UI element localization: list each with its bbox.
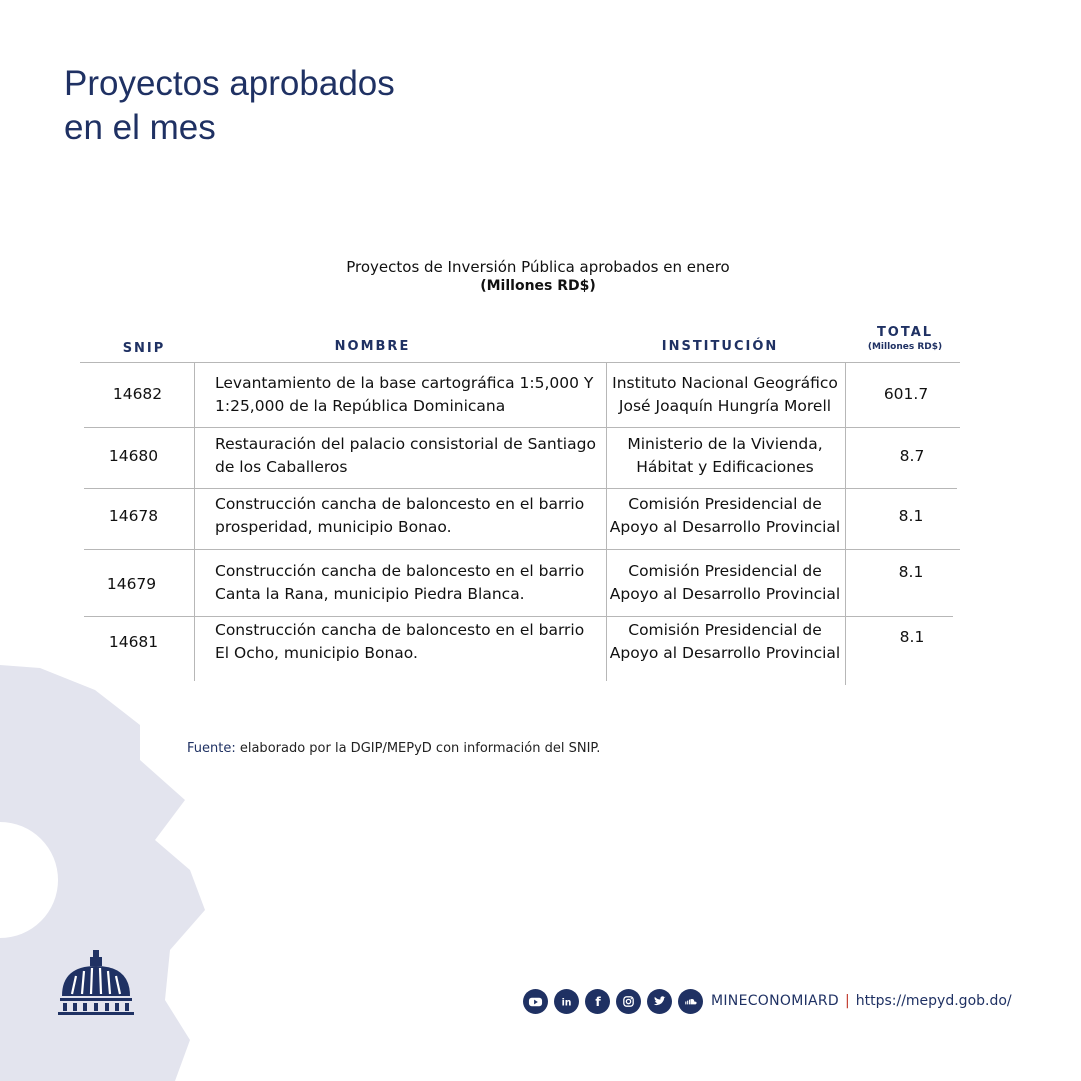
row-4-total: 8.1 [898,563,924,581]
page-title [64,62,395,150]
youtube-icon[interactable] [523,989,548,1014]
row-2-snip: 14680 [108,447,159,465]
table-rule [80,362,960,363]
row-2-institucion [607,433,843,479]
row-3-nombre-line-2: prosperidad, municipio Bonao. [215,518,452,536]
page-title-line-1: Proyectos aprobados [64,64,395,103]
svg-text:in: in [561,996,572,1008]
header-institucion: INSTITUCIÓN [661,339,779,354]
instagram-icon[interactable] [616,989,641,1014]
row-5-snip: 14681 [108,633,159,651]
row-3-total: 8.1 [898,507,924,525]
row-2-total: 8.7 [899,447,925,465]
row-3-inst-line-2: Apoyo al Desarrollo Provincial [609,518,841,536]
row-4-institucion [607,560,843,606]
row-1-total: 601.7 [883,385,929,403]
page-title-line-2: en el mes [64,108,216,147]
row-2-nombre-line-2: de los Caballeros [215,458,348,476]
table-column-divider [194,363,195,681]
row-1-inst-line-2: José Joaquín Hungría Morell [618,397,832,415]
footer-social [523,988,1012,1014]
dome-logo-icon [58,948,134,1018]
source-note [187,741,600,756]
header-total-unit: (Millones RD$) [867,342,943,352]
row-2-nombre-line-1: Restauración del palacio consistorial de Santiago [215,435,596,453]
table-caption-unit: (Millones RD$) [480,278,596,294]
table-caption-title: Proyectos de Inversión Pública aprobados en enero [346,258,730,276]
row-5-inst-line-2: Apoyo al Desarrollo Provincial [609,644,841,662]
row-4-inst-line-1: Comisión Presidencial de [628,562,822,580]
row-4-nombre-line-1: Construcción cancha de baloncesto en el barrio [215,562,585,580]
row-5-nombre-line-2: El Ocho, municipio Bonao. [215,644,418,662]
header-nombre: NOMBRE [334,339,411,354]
table-rule [84,427,960,428]
row-5-institucion [607,619,843,665]
table-rule [84,549,960,550]
row-1-nombre-line-2: 1:25,000 de la República Dominicana [215,397,506,415]
table-rule [84,488,957,489]
source-text: elaborado por la DGIP/MEPyD con información del SNIP. [239,741,601,756]
row-4-nombre-line-2: Canta la Rana, municipio Piedra Blanca. [215,585,525,603]
soundcloud-icon[interactable] [678,989,703,1014]
table-rule [84,616,953,617]
twitter-icon[interactable] [647,989,672,1014]
row-4-inst-line-2: Apoyo al Desarrollo Provincial [609,585,841,603]
row-5-nombre [215,619,600,665]
row-1-nombre [215,372,600,418]
row-1-snip: 14682 [112,385,163,403]
header-snip: SNIP [122,341,166,356]
row-5-total: 8.1 [899,628,925,646]
table-caption [300,258,776,296]
row-3-institucion [607,493,843,539]
row-2-inst-line-2: Hábitat y Edificaciones [636,458,814,476]
social-handle[interactable]: MINECONOMIARD [711,993,840,1009]
linkedin-icon[interactable] [554,989,579,1014]
header-total-label: TOTAL [876,325,934,340]
row-4-nombre [215,560,600,606]
row-4-snip: 14679 [106,575,157,593]
row-5-inst-line-1: Comisión Presidencial de [628,621,822,639]
row-3-snip: 14678 [108,507,159,525]
row-3-nombre [215,493,600,539]
table-column-divider [845,363,846,685]
website-link[interactable]: https://mepyd.gob.do/ [855,993,1012,1009]
row-5-nombre-line-1: Construcción cancha de baloncesto en el barrio [215,621,585,639]
footer-separator: | [845,993,850,1009]
header-total [855,325,955,352]
row-2-inst-line-1: Ministerio de la Vivienda, [627,435,823,453]
row-3-inst-line-1: Comisión Presidencial de [628,495,822,513]
facebook-icon[interactable] [585,989,610,1014]
row-1-inst-line-1: Instituto Nacional Geográfico [612,374,838,392]
row-1-institucion [607,372,843,418]
source-label: Fuente: [187,741,236,756]
svg-text:f: f [595,994,601,1009]
row-3-nombre-line-1: Construcción cancha de baloncesto en el barrio [215,495,585,513]
row-2-nombre [215,433,600,479]
row-1-nombre-line-1: Levantamiento de la base cartográfica 1:5,000 Y [215,374,594,392]
